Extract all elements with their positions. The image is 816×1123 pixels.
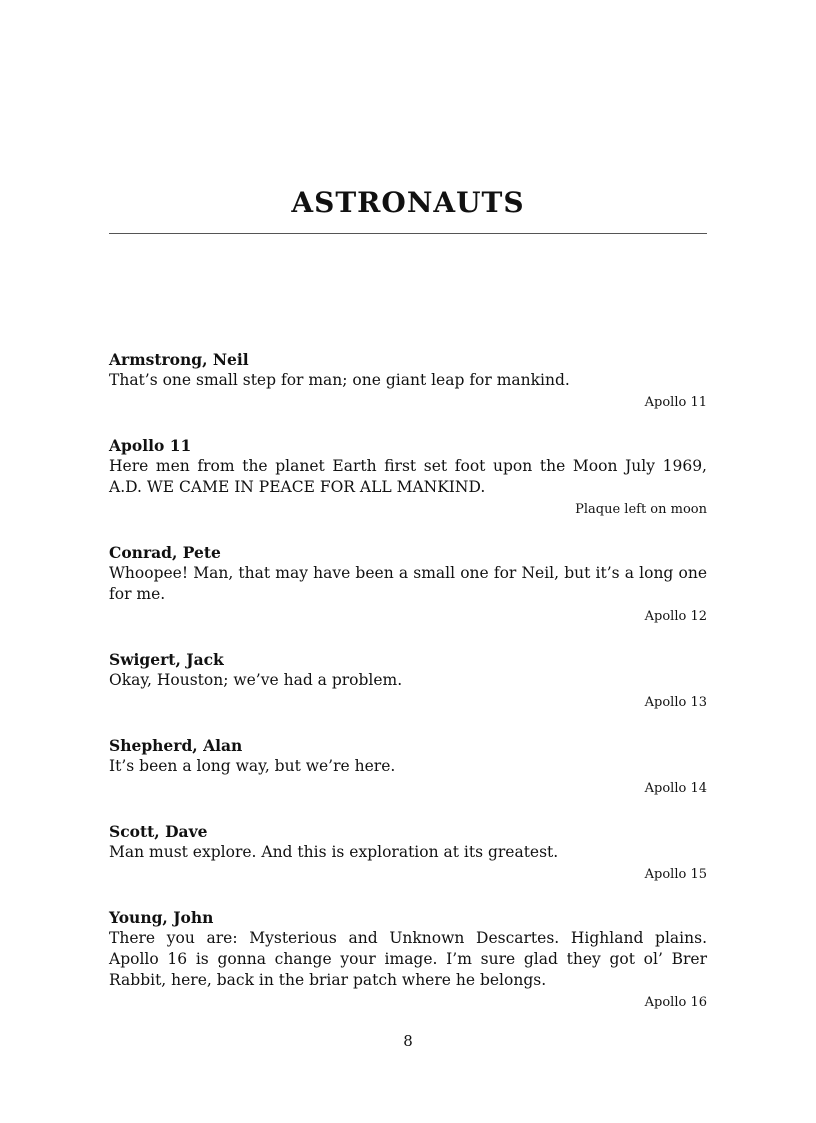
entry-source: Apollo 11 — [644, 395, 707, 410]
entry-quote: Here men from the planet Earth first set foot upon the Moon July 1969, A.D. WE CAME IN PEACE FOR ALL MANKIND. — [109, 457, 707, 496]
entry-quote: Okay, Houston; we’ve had a problem. — [109, 671, 403, 689]
quote-entry-swigert — [109, 649, 707, 713]
entry-source: Apollo 16 — [644, 995, 707, 1010]
entry-author: Conrad, Pete — [109, 543, 221, 562]
entry-author: Shepherd, Alan — [109, 736, 243, 755]
entry-author: Armstrong, Neil — [109, 350, 249, 369]
quote-entry-conrad — [109, 542, 707, 627]
entry-author: Swigert, Jack — [109, 650, 224, 669]
entry-source: Apollo 14 — [644, 781, 707, 796]
entry-quote: Whoopee! Man, that may have been a small one for Neil, but it’s a long one for me. — [109, 564, 707, 603]
entry-source: Apollo 12 — [644, 609, 707, 624]
entry-author: Scott, Dave — [109, 822, 208, 841]
entry-source: Apollo 13 — [644, 695, 707, 710]
quote-entry-armstrong — [109, 349, 707, 413]
quote-entry-young — [109, 907, 707, 1013]
entry-quote: It’s been a long way, but we’re here. — [109, 757, 396, 775]
entry-quote: Man must explore. And this is exploration at its greatest. — [109, 843, 559, 861]
page-number: 8 — [403, 1032, 413, 1050]
entry-source: Apollo 15 — [644, 867, 707, 882]
quote-entry-shepherd — [109, 735, 707, 799]
entry-author: Young, John — [109, 908, 214, 927]
entry-source: Plaque left on moon — [575, 502, 707, 517]
quote-entry-apollo-11-plaque — [109, 435, 707, 520]
entry-quote: There you are: Mysterious and Unknown Descartes. Highland plains. Apollo 16 is gonna change your image. I’m sure glad they got ol’ Brer Rabbit, here, back in the briar patch where he belongs. — [109, 929, 707, 989]
quote-entry-scott — [109, 821, 707, 885]
page-title: ASTRONAUTS — [291, 186, 525, 219]
quote-list — [109, 349, 707, 1035]
entry-author: Apollo 11 — [109, 436, 192, 455]
entry-quote: That’s one small step for man; one giant leap for mankind. — [109, 371, 570, 389]
title-divider — [109, 233, 707, 234]
